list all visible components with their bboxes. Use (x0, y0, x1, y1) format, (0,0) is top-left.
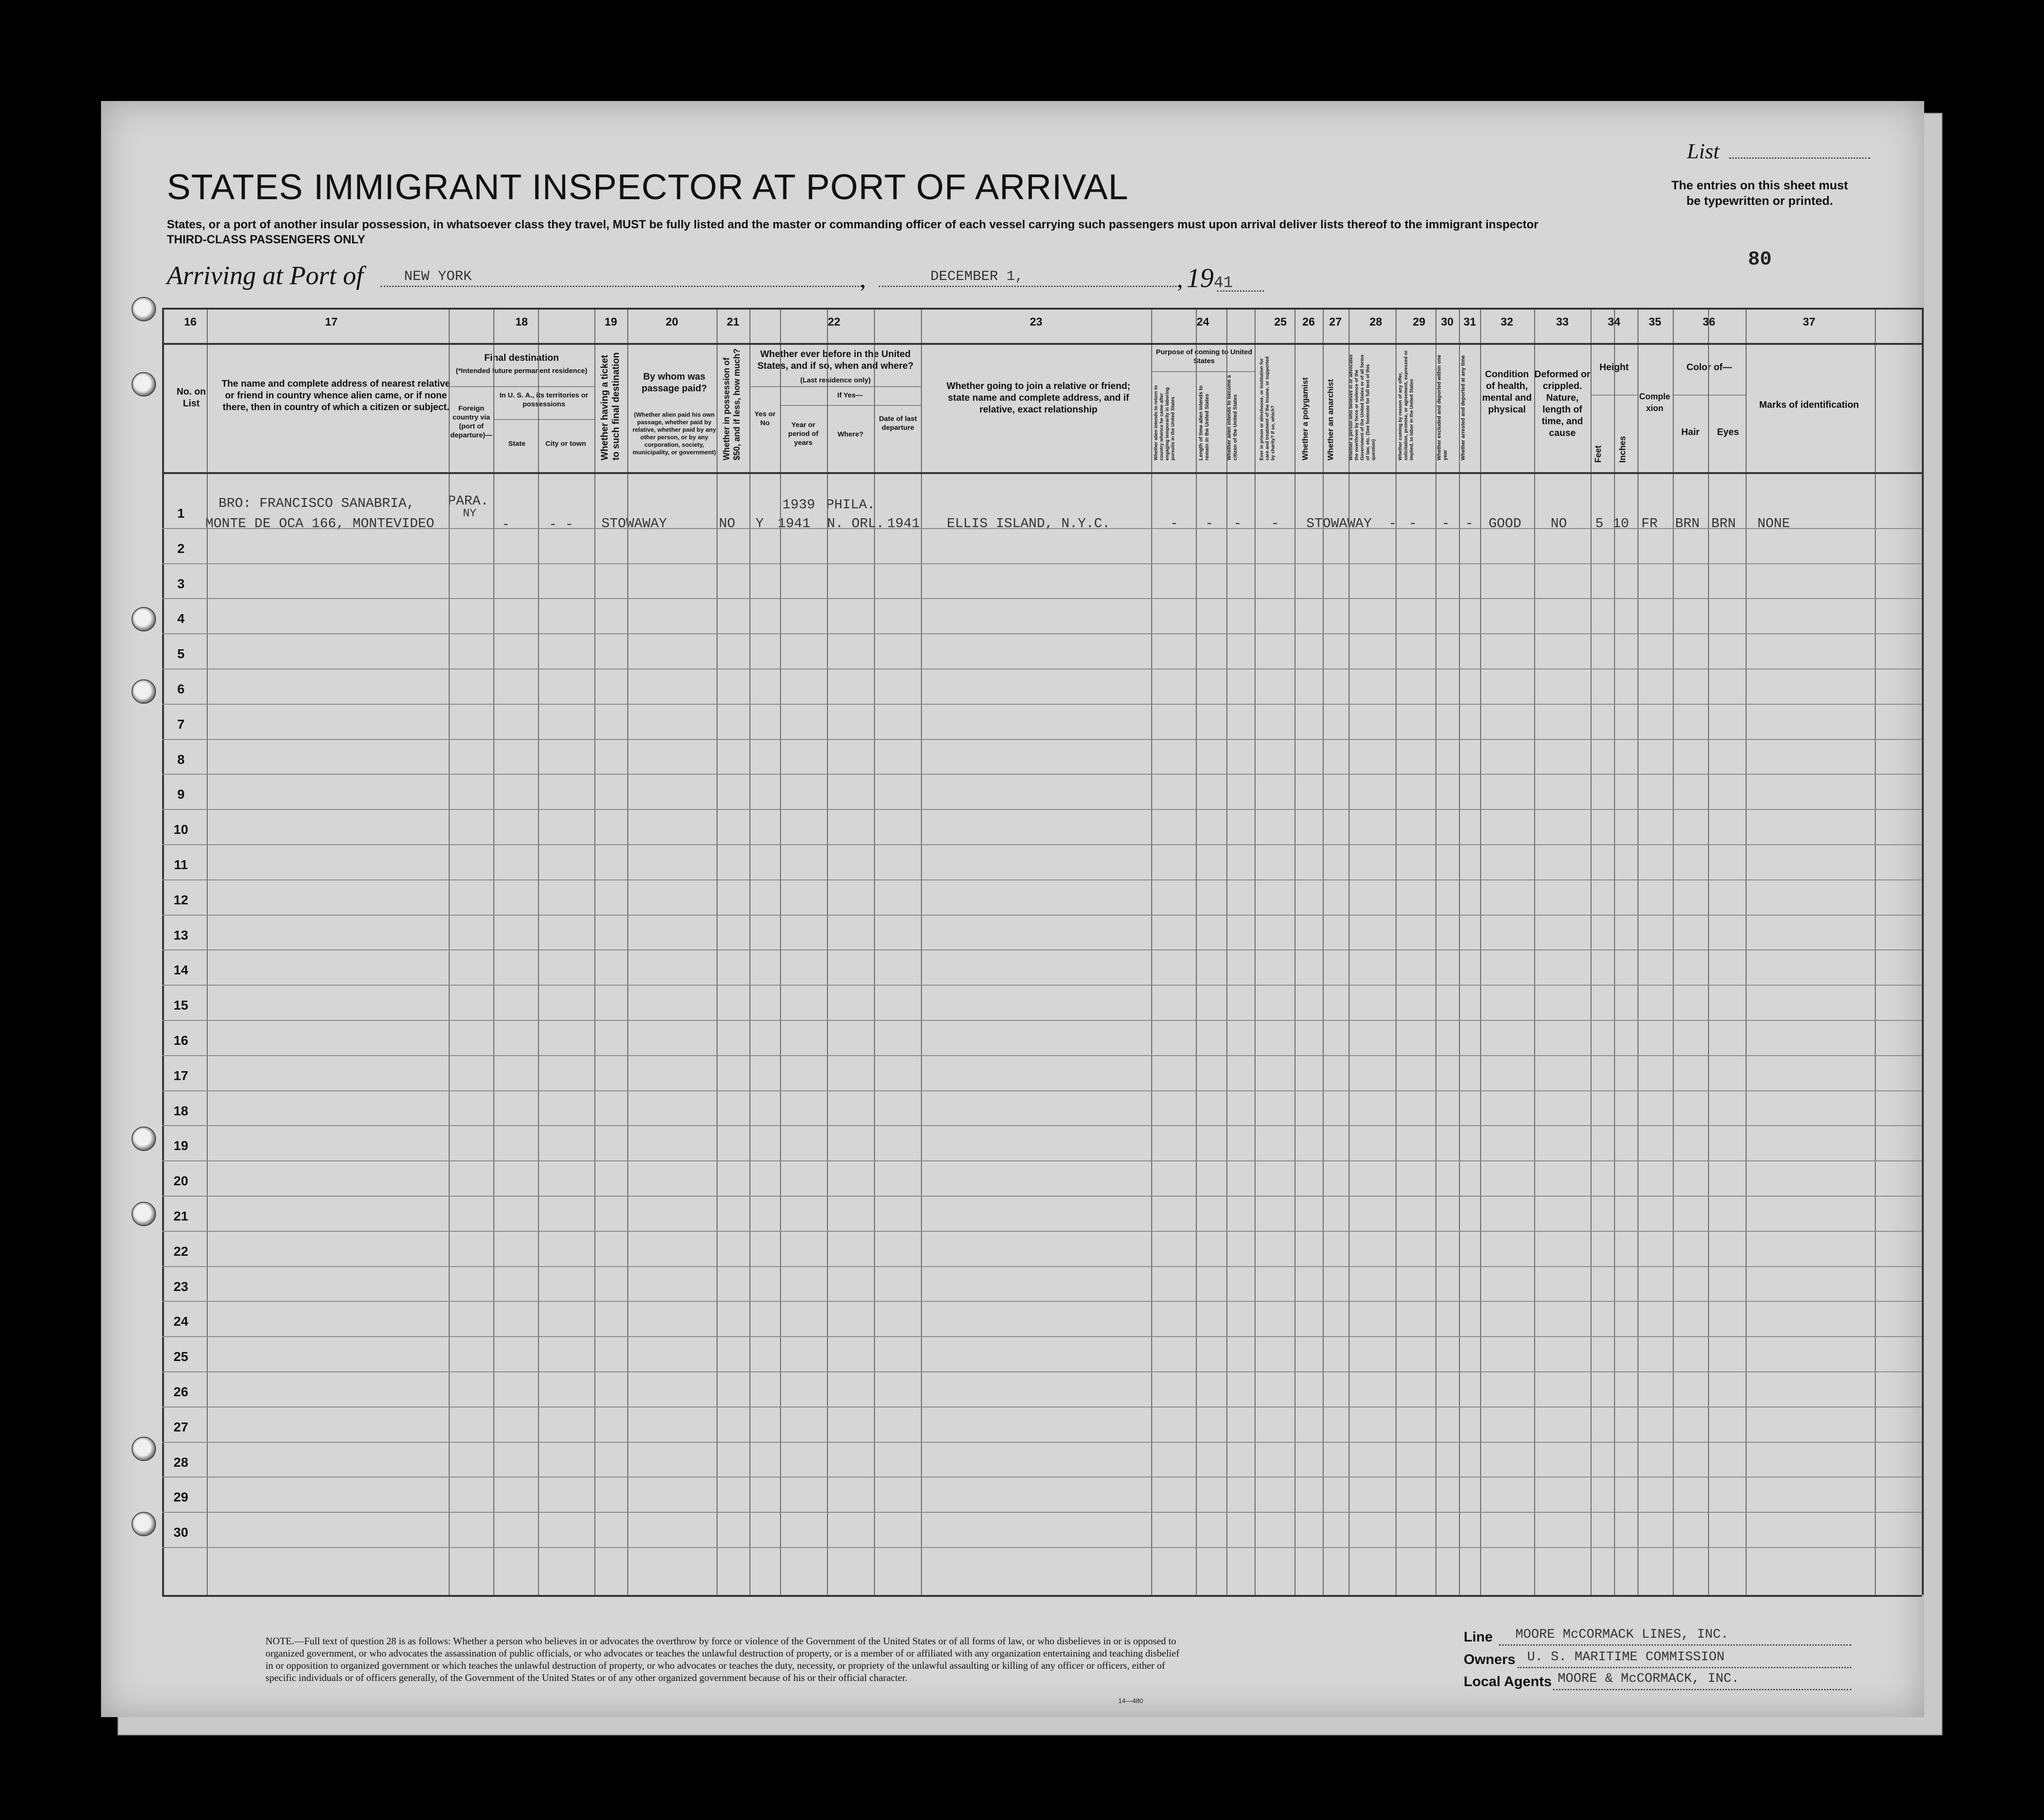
col34-inches: Inches (1618, 436, 1627, 463)
row-number: 6 (177, 682, 185, 696)
row-rule (162, 1301, 1922, 1302)
port-label: Arriving at Port of (167, 261, 364, 290)
row-rule (162, 809, 1922, 810)
column-rule (1323, 308, 1324, 1595)
been-before-value: Y (756, 516, 764, 531)
col18-usa: In U. S. A., its territories or possessions (499, 391, 588, 408)
row-number: 26 (173, 1384, 188, 1399)
column-rule (449, 308, 450, 1595)
column-number: 30 (1441, 316, 1454, 328)
list-label: List (1687, 139, 1720, 163)
column-rule (1480, 308, 1481, 1595)
year-suffix: 41 (1214, 274, 1233, 292)
binder-hole (132, 1512, 156, 1536)
col17-header: The name and complete address of nearest relative or friend in country whence alien came, or if none there, then in country of which a citizen or subject. (221, 379, 451, 412)
comma: , (1177, 266, 1183, 292)
column-rule (594, 308, 595, 1595)
foreign-destination: NY (463, 507, 476, 520)
health-value: GOOD (1489, 516, 1521, 531)
q28-value: - (1389, 516, 1397, 531)
hair-value: BRN (1675, 516, 1700, 531)
row-rule (162, 1055, 1922, 1056)
row-number: 27 (173, 1419, 188, 1434)
column-rule (1196, 308, 1197, 1595)
column-number: 33 (1556, 316, 1569, 328)
row-number: 12 (173, 892, 188, 907)
header-rule (162, 472, 1922, 474)
typewritten-note-line: be typewritten or printed. (1686, 194, 1833, 208)
row-rule (162, 1407, 1922, 1408)
col30-header: Whether excluded and deported within one year (1436, 355, 1448, 460)
row-number: 13 (173, 927, 188, 942)
row-rule (162, 985, 1922, 986)
column-number: 32 (1500, 316, 1513, 328)
row-number: 10 (173, 822, 188, 837)
row-rule (162, 949, 1922, 950)
col24-b: Length of time alien intends to remain in the United States (1198, 385, 1210, 460)
column-rule (921, 308, 922, 1595)
row-rule (162, 1336, 1922, 1337)
marks-value: NONE (1757, 516, 1790, 531)
form-number: 14—480 (1118, 1697, 1143, 1704)
state-value: - (502, 517, 510, 532)
row-rule (162, 1266, 1922, 1267)
inches-value: 10 (1613, 516, 1629, 531)
column-rule (1614, 308, 1615, 1595)
header-rule (162, 308, 1922, 310)
col27-header: Whether an anarchist (1326, 379, 1335, 460)
column-rule (1922, 308, 1924, 1595)
instructions-line: States, or a port of another insular possession, in whatsoever class they travel, MUST be fully listed and the master or commanding officer of each vessel carrying such passengers must upon arrival deliver lists thereof to the immigrant inspector (167, 218, 1538, 231)
column-rule (162, 308, 164, 1595)
column-rule (827, 308, 828, 1595)
header-rule (162, 1595, 1922, 1597)
row-number: 23 (173, 1279, 188, 1294)
row-number: 20 (173, 1174, 188, 1189)
line-value: MOORE McCORMACK LINES, INC. (1515, 1627, 1729, 1642)
binder-hole (132, 1437, 156, 1461)
col36-hair: Hair (1681, 427, 1700, 437)
col28-header: Whether a person who believes in or advocates the overthrow by force or violence of the Government of the United States or of all forms of law, etc. (See footnote for full text of this question) (1349, 354, 1376, 460)
row-number: 30 (173, 1525, 188, 1540)
arrival-year (1186, 262, 1233, 294)
row-number: 8 (177, 752, 185, 767)
document-title: STATES IMMIGRANT INSPECTOR AT PORT OF ARRIVAL (167, 167, 1129, 207)
row-rule (162, 598, 1922, 599)
row-rule (162, 774, 1922, 775)
years-value: 1941 (778, 516, 811, 531)
column-number: 22 (827, 316, 841, 328)
column-number: 25 (1274, 316, 1287, 328)
row-rule (162, 1196, 1922, 1197)
col24-title: Purpose of coming to United States (1156, 348, 1252, 365)
row-number: 3 (177, 576, 185, 591)
col22-note: (Last residence only) (800, 376, 871, 384)
row-rule (162, 915, 1922, 916)
owners-value: U. S. MARITIME COMMISSION (1527, 1650, 1725, 1664)
column-rule (493, 308, 494, 1595)
port-value: NEW YORK (404, 269, 472, 285)
column-number: 16 (184, 316, 197, 328)
comma: , (860, 266, 866, 292)
col36-eyes: Eyes (1717, 427, 1739, 437)
row-rule (162, 633, 1922, 634)
row-number: 5 (177, 646, 185, 661)
col22-divider (749, 386, 921, 387)
col22-title: Whether ever before in the United States, and if so, when and where? (757, 349, 914, 371)
row-rule (162, 1371, 1922, 1372)
row-number: 29 (173, 1490, 188, 1505)
row-rule (162, 528, 1922, 529)
row-number: 9 (177, 787, 185, 802)
row-number: 17 (173, 1068, 188, 1083)
owners-label: Owners (1464, 1652, 1516, 1667)
binder-hole (132, 372, 156, 397)
row-rule (162, 1020, 1922, 1021)
deformed-value: NO (1551, 516, 1567, 531)
column-number: 20 (665, 316, 679, 328)
column-rule (874, 308, 875, 1595)
column-rule (1151, 308, 1152, 1595)
column-number: 26 (1302, 316, 1315, 328)
row-number: 18 (173, 1103, 188, 1118)
col31-header: Whether arrested and deported at any time (1460, 355, 1466, 460)
col34-title: Height (1599, 362, 1629, 373)
col20-note: (Whether alien paid his own passage, whether paid by relative, whether paid by any other person, or by any corporation, society, municipality, or government) (632, 411, 716, 456)
row-number: 19 (173, 1138, 188, 1153)
col18-foreign: Foreign country via (port of departure)— (450, 404, 492, 439)
row-number: 11 (174, 857, 188, 872)
column-rule (1226, 308, 1227, 1595)
foreign-destination: PARA. (448, 493, 489, 509)
column-rule (1591, 308, 1592, 1595)
row-rule (162, 739, 1922, 740)
column-number: 29 (1412, 316, 1426, 328)
q31-value: - (1465, 516, 1474, 531)
polygamist-anarchist-value: STOWAWAY (1306, 516, 1372, 531)
row-rule (162, 1547, 1922, 1548)
column-rule (717, 308, 718, 1595)
row-number: 28 (173, 1454, 188, 1470)
column-rule (1435, 308, 1436, 1595)
fifty-dollars-value: NO (719, 516, 735, 531)
list-fill-line (1729, 157, 1870, 159)
column-rule (1255, 308, 1256, 1595)
q30-value: - (1442, 516, 1450, 531)
row-number: 25 (173, 1349, 188, 1364)
binder-hole (132, 1202, 156, 1226)
column-rule (1875, 308, 1876, 1595)
row-rule (162, 1090, 1922, 1091)
col22-ifyes: If Yes— (837, 391, 863, 399)
column-rule (627, 308, 628, 1595)
column-rule (749, 308, 750, 1595)
row-number: 14 (173, 963, 188, 978)
column-rule (1708, 308, 1709, 1595)
date-fill-line (879, 286, 1179, 287)
binder-hole (132, 607, 156, 631)
where-value: PHILA. (826, 497, 875, 513)
col33-header: Deformed or crippled. Nature, length of time, and cause (1534, 369, 1591, 438)
column-number: 34 (1607, 316, 1621, 328)
col22-yesno: Yes or No (754, 410, 776, 427)
column-number: 17 (325, 316, 338, 328)
purpose-b-value: - (1205, 516, 1214, 531)
prison-value: - (1271, 516, 1279, 531)
col37-header: Marks of identification (1759, 400, 1859, 410)
col19-header: Whether having a ticket to such final destination (600, 352, 621, 460)
line-label: Line (1464, 1629, 1493, 1645)
col22-date: Date of last departure (879, 415, 917, 432)
col18-note: (*Intended future permanent residence) (455, 367, 588, 375)
passage-paid-value: STOWAWAY (601, 516, 667, 531)
row-number: 2 (177, 541, 185, 556)
relative-address-line: MONTE DE OCA 166, MONTEVIDEO (205, 516, 435, 531)
row-number: 21 (173, 1209, 188, 1223)
col22-year: Year or period of years (788, 421, 819, 447)
col24-divider (1151, 371, 1255, 372)
col26-header: Whether a polygamist (1301, 377, 1310, 460)
year-prefix: 19 (1186, 263, 1214, 293)
col34-feet: Feet (1593, 445, 1603, 463)
relative-address-line: BRO: FRANCISCO SANABRIA, (218, 496, 415, 511)
row-number: 24 (173, 1314, 188, 1329)
joining-value: ELLIS ISLAND, N.Y.C. (947, 516, 1111, 531)
arrival-date: DECEMBER 1, (930, 269, 1024, 285)
feet-value: 5 (1595, 516, 1604, 531)
col25-header: Ever in prison or almshouse, or institution for care and treatment of the insane, or supported by charity? If so, which? (1259, 356, 1276, 460)
row-rule (162, 1442, 1922, 1443)
row-rule (162, 1125, 1922, 1126)
col23-header: Whether going to join a relative or friend; state name and complete address, and if relative, exact relationship (946, 381, 1131, 415)
row-rule (162, 844, 1922, 845)
row-number: 7 (177, 716, 185, 731)
last-departure-value: 1941 (887, 516, 920, 531)
class-note: THIRD-CLASS PASSENGERS ONLY (167, 233, 366, 246)
column-number: 37 (1802, 316, 1816, 328)
row-rule (162, 704, 1922, 705)
agents-value: MOORE & McCORMACK, INC. (1558, 1672, 1740, 1686)
col18-divider (493, 419, 594, 420)
column-number: 18 (515, 316, 528, 328)
col36-title: Color of— (1686, 362, 1732, 373)
column-rule (207, 308, 208, 1595)
binder-hole (132, 679, 156, 704)
col18-divider (449, 386, 594, 387)
column-number: 27 (1329, 316, 1342, 328)
header-rule (162, 343, 1922, 345)
row-rule (162, 1512, 1922, 1513)
line-fill-line (1499, 1644, 1851, 1646)
eyes-value: BRN (1711, 516, 1736, 531)
column-number: 23 (1030, 316, 1043, 328)
row-number: 4 (177, 611, 185, 626)
col21-header: Whether in possession of $50, and if less, how much? (722, 348, 741, 460)
column-rule (1459, 308, 1460, 1595)
binder-hole (132, 297, 156, 321)
row-rule (162, 1477, 1922, 1478)
column-number: 31 (1463, 316, 1476, 328)
col18-title: Final destination (484, 353, 559, 363)
row-number: 15 (173, 998, 188, 1013)
col18-state: State (508, 440, 526, 448)
agents-fill-line (1553, 1689, 1851, 1690)
binder-hole (132, 1127, 156, 1151)
column-rule (1746, 308, 1747, 1595)
col35-header: Complexion (1639, 392, 1670, 413)
typewritten-note-line: The entries on this sheet must (1671, 178, 1848, 192)
col29-header: Whether coming by reason of any offer, solicitation, promise, or agreement, expressed or implied, to labor in the United States (1398, 350, 1414, 460)
col16-header: No. on List (176, 387, 206, 409)
row-number: 16 (173, 1033, 188, 1048)
column-rule (538, 308, 539, 1595)
row-rule (162, 879, 1922, 880)
col24-c: Whether alien intends to become a citizen of the United States (1226, 375, 1238, 460)
col24-a: Whether alien intends to return to country whence he came after engaging temporarily in laboring pursuits in the United States (1154, 385, 1176, 460)
col18-city: City or town (545, 440, 586, 448)
complexion-value: FR (1641, 516, 1658, 531)
years-value: 1939 (782, 497, 815, 513)
col32-header: Condition of health, mental and physical (1482, 369, 1532, 415)
instructions-text (167, 217, 1576, 247)
column-rule (1673, 308, 1674, 1595)
agents-label: Local Agents (1464, 1674, 1552, 1689)
row-rule (162, 1231, 1922, 1232)
owners-fill-line (1518, 1667, 1851, 1668)
year-fill-line (1217, 290, 1264, 292)
typewritten-note (1645, 178, 1875, 209)
question-28-note: NOTE.—Full text of question 28 is as follows: Whether a person who believes in or advocates the overthrow by force or violence of the Government of the United States or of all forms of law, or who disbelieves in or is opposed to organized government, or who advocates the assassination of public officials, or who advocates or teaches the unlawful destruction of property, or is a member of or affiliated with any organization entertaining and teaching disbelief in or opposition to organized government or which teaches the unlawful destruction of property, or who advocates or teaches the duty, necessity, or propriety of the unlawful assaulting or killing of any officer or officers, either of specific individuals or of officers generally, of the Government of the United States or of any other organized government because of his or their official character. (265, 1635, 1179, 1683)
column-rule (1349, 308, 1350, 1595)
row-rule (162, 1160, 1922, 1161)
column-number: 21 (726, 316, 740, 328)
row-number: 1 (177, 506, 185, 521)
column-number: 19 (604, 316, 617, 328)
column-rule (1534, 308, 1535, 1595)
col22-where: Where? (837, 430, 864, 438)
purpose-c-value: - (1233, 516, 1242, 531)
city-value: - - (549, 517, 574, 532)
where-value: N. ORL. (827, 516, 884, 531)
col22-divider (780, 405, 921, 406)
port-fill-line (381, 286, 865, 287)
column-number: 35 (1648, 316, 1662, 328)
column-rule (780, 308, 781, 1595)
row-rule (162, 563, 1922, 564)
q29-value: - (1409, 516, 1417, 531)
list-number: 80 (1748, 248, 1772, 271)
column-number: 36 (1702, 316, 1716, 328)
column-number: 28 (1369, 316, 1382, 328)
row-number: 22 (173, 1244, 188, 1259)
column-number: 24 (1196, 316, 1209, 328)
col36-divider (1673, 395, 1746, 396)
purpose-a-value: - (1170, 516, 1178, 531)
col20-title: By whom was passage paid? (641, 372, 707, 394)
